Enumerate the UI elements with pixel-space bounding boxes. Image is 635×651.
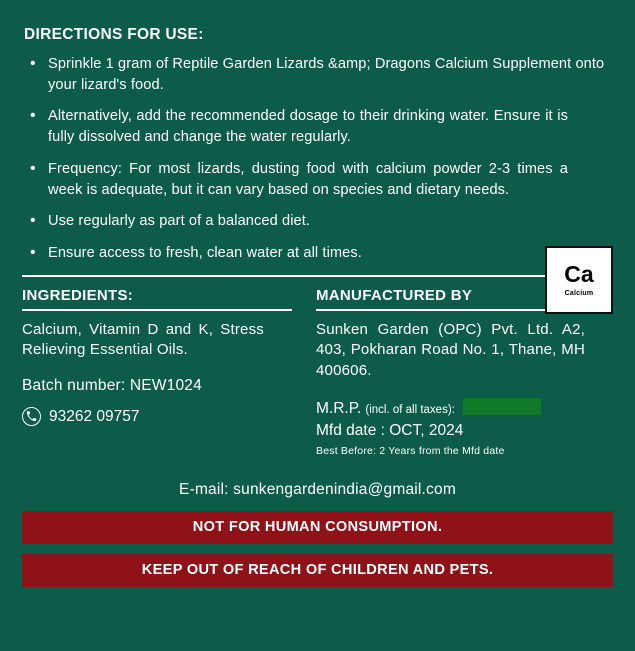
mrp-label: M.R.P.: [316, 399, 362, 417]
warning-keep-out-of-reach: KEEP OUT OF REACH OF CHILDREN AND PETS.: [22, 554, 613, 587]
list-item: • Alternatively, add the recommended dosage to their drinking water. Ensure it is fully dissolved and change the water regularly.: [22, 106, 613, 147]
warning-human-consumption: NOT FOR HUMAN CONSUMPTION.: [22, 511, 613, 544]
calcium-badge: [545, 246, 613, 314]
phone-icon: [22, 407, 41, 426]
ingredients-heading: INGREDIENTS:: [22, 286, 134, 304]
list-item: • Use regularly as part of a balanced diet.: [22, 211, 613, 232]
batch-number: Batch number: NEW1024: [22, 377, 202, 395]
mrp-note: (incl. of all taxes):: [365, 403, 455, 416]
list-item: • Sprinkle 1 gram of Reptile Garden Lizards &amp; Dragons Calcium Supplement onto your lizard's food.: [22, 54, 613, 95]
info-columns: [22, 287, 613, 457]
list-item: • Ensure access to fresh, clean water at all times.: [22, 243, 613, 264]
ingredients-rule: [22, 309, 292, 311]
best-before-text: Best Before: 2 Years from the Mfd date: [316, 444, 505, 457]
ingredients-column: [22, 287, 302, 457]
phone-number: 93262 09757: [49, 407, 140, 425]
directions-heading: DIRECTIONS FOR USE:: [24, 26, 204, 43]
mfd-date: Mfd date : OCT, 2024: [316, 421, 464, 439]
calcium-name: Calcium: [564, 290, 594, 297]
ingredients-text: Calcium, Vitamin D and K, Stress Relieving Essential Oils.: [22, 320, 264, 359]
directions-list: [22, 54, 613, 264]
list-item: • Frequency: For most lizards, dusting food with calcium powder 2-3 times a week is adequate, but it can vary based on species and dietary needs.: [22, 159, 613, 200]
mrp-value-redacted: [463, 398, 541, 415]
manufacturer-address: Sunken Garden (OPC) Pvt. Ltd. A2, 403, Pokharan Road No. 1, Thane, MH 400606.: [316, 320, 585, 380]
phone-row: [22, 407, 292, 426]
calcium-symbol: Ca: [564, 261, 594, 287]
mrp-row: [316, 396, 613, 418]
email-text: E-mail: sunkengardenindia@gmail.com: [179, 480, 456, 498]
manufactured-heading: MANUFACTURED BY: [316, 286, 473, 304]
section-divider: [22, 275, 613, 277]
